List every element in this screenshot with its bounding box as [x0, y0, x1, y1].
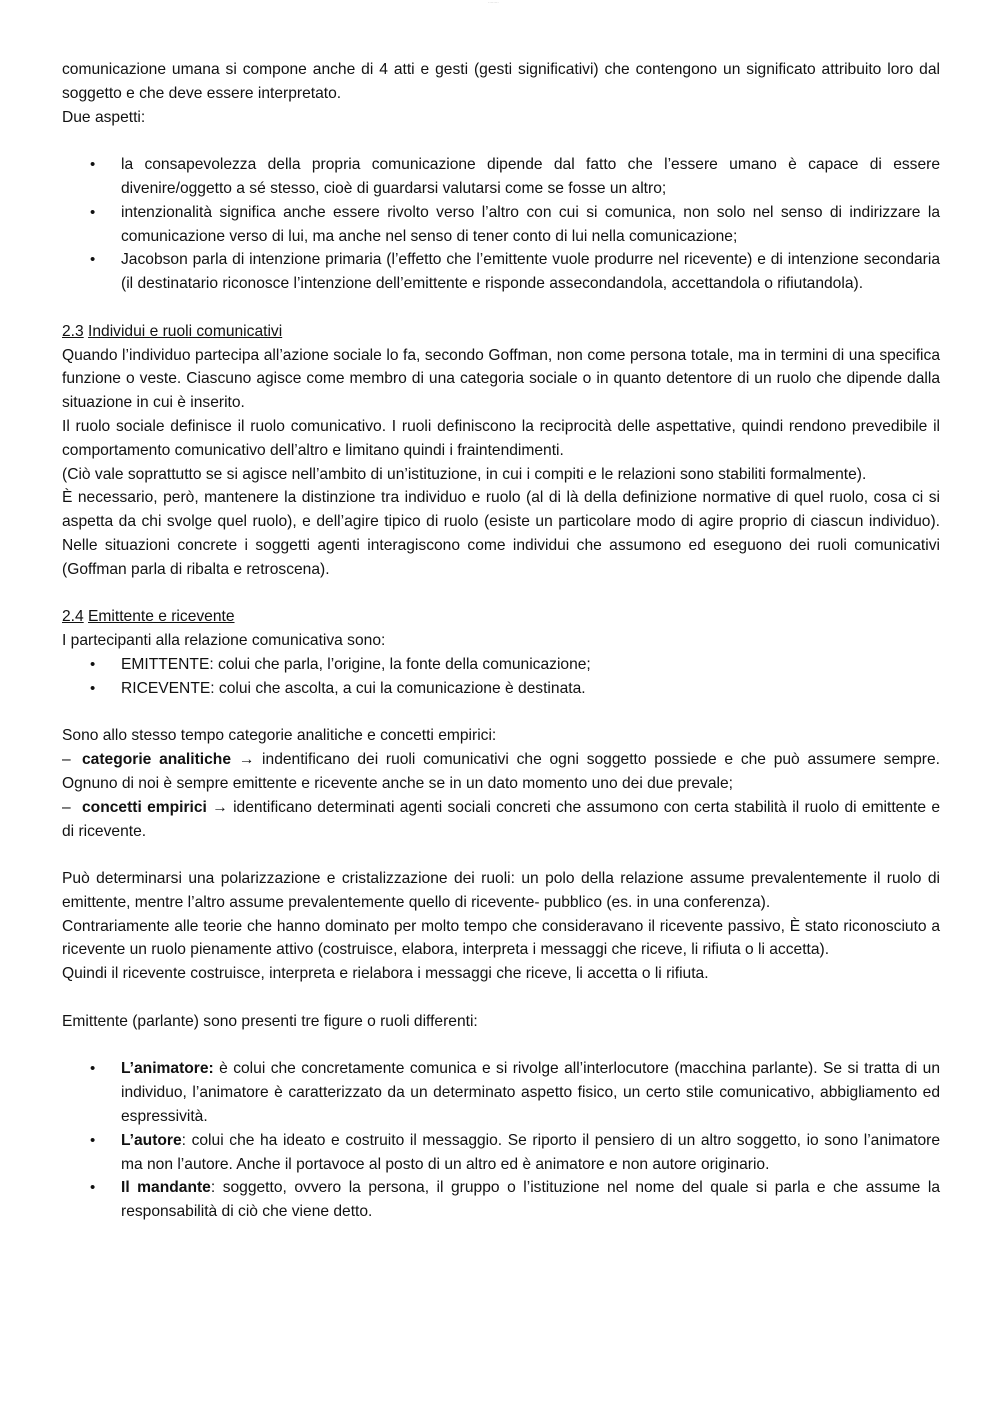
section-number: 2.4: [62, 608, 84, 626]
polarization-paragraph: Contrariamente alle teorie che hanno dominato per molto tempo che consideravano il ricevente passivo, È stato riconosciuto a ricevente un ruolo pienamente attivo (costruisce, elabora, interpreta i messaggi che riceve, li rifiuta o li accetta).: [62, 917, 940, 959]
role-term: Il mandante: [121, 1179, 211, 1197]
section-title: Emittente e ricevente: [88, 608, 235, 626]
dash-icon: –: [62, 751, 71, 769]
empirical-concepts-item: – concetti empirici → identificano determinati agenti sociali concreti che assumono con certa stabilità il ruolo di emittente e di ricevente.: [62, 796, 940, 844]
intro-paragraph: comunicazione umana si compone anche di 4 atti e gesti (gesti significativi) che contengono un significato attribuito loro dal soggetto e che deve essere interpretato.: [62, 61, 940, 102]
page-header-mark: ········: [488, 0, 499, 5]
categories-intro: Sono allo stesso tempo categorie analitiche e concetti empirici:: [62, 727, 497, 745]
bullet-icon: •: [90, 251, 96, 269]
list-item: • la consapevolezza della propria comunicazione dipende dal fatto che l’essere umano è capace di essere divenire/oggetto a sé stesso, cioè di guardarsi valutarsi come se fosse un altro;: [62, 153, 940, 201]
list-item: • Il mandante: soggetto, ovvero la persona, il gruppo o l’istituzione nel nome del quale si parla e che assume la responsabilità di ciò che viene detto.: [62, 1176, 940, 1224]
section-number: 2.3: [62, 322, 84, 340]
bullet-icon: •: [90, 203, 96, 221]
emitter-roles-list: [62, 1057, 940, 1224]
analytic-term: categorie analitiche: [82, 751, 231, 769]
analytic-categories-item: – categorie analitiche → indentificano dei ruoli comunicativi che ogni soggetto possiede e che può assumere sempre. Ognuno di noi è sempre emittente e ricevente anche se in un dato momento uno dei due prevale;: [62, 748, 940, 796]
list-item: • L’autore: colui che ha ideato e costruito il messaggio. Se riporto il pensiero di un altro soggetto, io sono l’animatore ma non l’autore. Anche il portavoce al posto di un altro ed è animatore e non autore originario.: [62, 1129, 940, 1177]
section-heading-2-4: [62, 605, 940, 629]
polarization-paragraph: Quindi il ricevente costruisce, interpreta e rielabora i messaggi che riceve, li accetta o li rifiuta.: [62, 965, 709, 983]
participants-list: [62, 653, 940, 701]
section-title: Individui e ruoli comunicativi: [88, 322, 283, 340]
aspects-list: [62, 153, 940, 296]
dash-icon: –: [62, 798, 71, 816]
section-paragraph: (Ciò vale soprattutto se si agisce nell’ambito di un’istituzione, in cui i compiti e le relazioni sono stabiliti formalmente).: [62, 465, 867, 483]
list-item: • L’animatore: è colui che concretamente comunica e si rivolge all’interlocutore (macchina parlante). Se si tratta di un individuo, l’animatore è caratterizzato da un determinato aspetto fisico, un certo stile comunicativo, abbigliamento ed espressività.: [62, 1057, 940, 1128]
list-item: • EMITTENTE: colui che parla, l’origine, la fonte della comunicazione;: [62, 653, 940, 677]
list-item: • Jacobson parla di intenzione primaria (l’effetto che l’emittente vuole produrre nel ricevente) e di intenzione secondaria (il destinatario riconosce l’intenzione dell’emittente e risponde assecondandola, accettandola o rifiutandola).: [62, 248, 940, 296]
intro-aspects-label: Due aspetti:: [62, 108, 146, 126]
bullet-icon: •: [90, 156, 96, 174]
section-paragraph: È necessario, però, mantenere la distinzione tra individuo e ruolo (al di là della definizione normative di quel ruolo, cosa ci si aspetta da chi svolge quel ruolo), e dell’agire tipico di ruolo (esiste un particolare modo di agire proprio di ciascun individuo). Nelle situazioni concrete i soggetti agenti interagiscono come individui che assumono ed eseguono dei ruoli comunicativi (Goffman parla di ribalta e retroscena).: [62, 489, 940, 578]
bullet-icon: •: [90, 1179, 96, 1197]
role-term: L’autore: [121, 1131, 182, 1149]
empirical-term: concetti empirici: [82, 798, 207, 816]
polarization-paragraph: Può determinarsi una polarizzazione e cristalizzazione dei ruoli: un polo della relazione assume prevalentemente il ruolo di emittente, mentre l’altro assume prevalentemente quello di ricevente- pubblico (es. in una conferenza).: [62, 870, 940, 911]
list-item: • intenzionalità significa anche essere rivolto verso l’altro con cui si comunica, non solo nel senso di indirizzare la comunicazione verso di lui, ma anche nel senso di tener conto di lui nella comunicazione;: [62, 201, 940, 249]
bullet-icon: •: [90, 679, 96, 697]
role-term: L’animatore:: [121, 1060, 214, 1078]
participants-intro: I partecipanti alla relazione comunicativa sono:: [62, 632, 386, 650]
section-heading-2-3: [62, 320, 940, 344]
list-item: • RICEVENTE: colui che ascolta, a cui la comunicazione è destinata.: [62, 677, 940, 701]
bullet-icon: •: [90, 655, 96, 673]
section-paragraph: Quando l’individuo partecipa all’azione sociale lo fa, secondo Goffman, non come persona totale, ma in termini di una specifica funzione o veste. Ciascuno agisce come membro di una categoria sociale o in quanto detentore di un ruolo che dipende dalla situazione in cui è inserito.: [62, 346, 940, 412]
emitter-roles-intro: Emittente (parlante) sono presenti tre figure o ruoli differenti:: [62, 1012, 478, 1030]
bullet-icon: •: [90, 1060, 96, 1078]
document-body: [62, 58, 940, 1224]
section-paragraph: Il ruolo sociale definisce il ruolo comunicativo. I ruoli definiscono la reciprocità delle aspettative, quindi rendono prevedibile il comportamento comunicativo dell’altro e limitano quindi i fraintendimenti.: [62, 417, 940, 459]
bullet-icon: •: [90, 1131, 96, 1149]
